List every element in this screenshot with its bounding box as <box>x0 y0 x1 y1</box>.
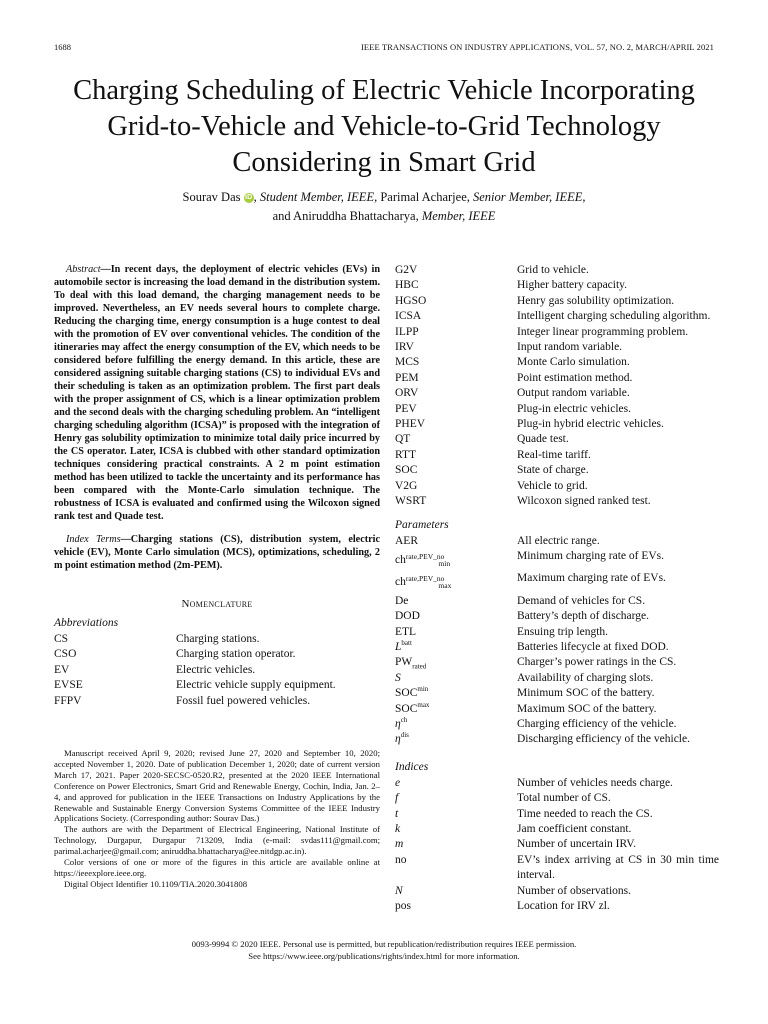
nomenclature-term: CSO <box>54 648 77 661</box>
nomenclature-definition: Higher battery capacity. <box>517 279 628 292</box>
nomenclature-row <box>395 776 719 791</box>
nomenclature-definition: Demand of vehicles for CS. <box>517 594 646 607</box>
nomenclature-row <box>395 402 719 417</box>
nomenclature-row <box>395 294 719 309</box>
nomenclature-term: QT <box>395 433 411 446</box>
nomenclature-term: k <box>395 823 401 835</box>
nomenclature-term: $PW_{rated}$ <box>395 656 427 671</box>
abstract <box>54 263 380 523</box>
nomenclature-term: FFPV <box>54 694 82 707</box>
nomenclature-row <box>395 340 719 355</box>
nomenclature-definition: Time needed to reach the CS. <box>517 807 653 820</box>
nomenclature-row <box>395 571 719 593</box>
author-list <box>40 188 728 226</box>
right-column <box>395 263 719 914</box>
nomenclature-term: pos <box>395 900 411 913</box>
nomenclature-row <box>395 325 719 340</box>
nomenclature-term: IRV <box>395 341 414 354</box>
abstract-lead: Abstract <box>66 264 101 275</box>
nomenclature-row <box>395 807 719 822</box>
nomenclature-row <box>395 386 719 401</box>
nomenclature-row <box>54 647 380 662</box>
index-terms-lead: Index Terms <box>66 534 121 545</box>
nomenclature-term: HGSO <box>395 294 427 307</box>
nomenclature-definition: Charging station operator. <box>176 648 296 661</box>
footnote-doi: Digital Object Identifier 10.1109/TIA.2020.3041808 <box>64 878 248 889</box>
nomenclature-term: DOD <box>395 610 420 623</box>
index-terms-text: —Charging stations (CS), distribution system, electric vehicle (EV), Monte Carlo simulation (MCS), optimizations, scheduling, 2 m point estimation method (2m-PEM). <box>54 534 380 571</box>
nomenclature-definition: Number of observations. <box>517 884 632 897</box>
parameters-list <box>395 534 719 748</box>
nomenclature-term: $ch^{rate,PEV\_no}_{max}$ <box>395 574 452 591</box>
nomenclature-definition: Grid to vehicle. <box>517 264 589 276</box>
nomenclature-term: EV <box>54 663 70 676</box>
nomenclature-definition: Integer linear programming problem. <box>517 325 689 338</box>
nomenclature-term: MCS <box>395 356 420 369</box>
nomenclature-definition: Minimum SOC of the battery. <box>517 687 655 700</box>
nomenclature-term: N <box>395 884 403 897</box>
nomenclature-row <box>395 837 719 852</box>
nomenclature-definition: Point estimation method. <box>517 371 633 384</box>
abbreviations-label: Abbreviations <box>54 617 119 629</box>
nomenclature-term: $\eta^{dis}$ <box>395 731 409 746</box>
nomenclature-term: $SOC^{min}$ <box>395 685 429 700</box>
nomenclature-definition: Output random variable. <box>517 387 630 400</box>
nomenclature-row <box>395 494 719 509</box>
nomenclature-term: G2V <box>395 264 418 276</box>
nomenclature-term: RTT <box>395 448 417 461</box>
author-3-role: Member, IEEE <box>418 209 496 223</box>
nomenclature-term: f <box>395 792 399 805</box>
nomenclature-term: CS <box>54 633 69 645</box>
nomenclature-definition: Total number of CS. <box>517 792 611 805</box>
nomenclature-row <box>395 263 719 278</box>
nomenclature-term: WSRT <box>395 495 427 508</box>
footnote-affiliation: The authors are with the Department of Electrical Engineering, National Institute of Technology, Durgapur, Durgapur 713209, India (e-mail: svdas111@gmail.com; parimal.acharjee@gmail.com; aniruddha.bhattacharya@ee.nitdgp.ac.in). <box>54 824 380 857</box>
footnote-manuscript: Manuscript received April 9, 2020; revised June 27, 2020 and September 10, 2020; accepted November 1, 2020. Date of publication December 1, 2020; date of current version March 17, 2021. Paper 2020-SECSC-0520.R2, presented at the 2020 IEEE International Conference on Power Electronics, Smart Grid and Renewable Energy, Cochin, India, Jan. 2–4, and approved for publication in the IEEE Transactions on Industry Applications by the Renewable and Sustainable Energy Conversion Systems Committee of the IEEE Industry Applications Society. (Corresponding author: Sourav Das.) <box>54 748 380 824</box>
nomenclature-definition: Number of vehicles needs charge. <box>517 776 673 789</box>
nomenclature-row <box>395 432 719 447</box>
nomenclature-row <box>395 625 719 640</box>
nomenclature-definition: Fossil fuel powered vehicles. <box>176 694 311 707</box>
nomenclature-term: $L^{batt}$ <box>395 639 412 653</box>
nomenclature-definition: Maximum SOC of the battery. <box>517 702 657 715</box>
nomenclature-row <box>395 732 719 747</box>
nomenclature-term: $ch^{rate,PEV\_no}_{min}$ <box>395 551 451 568</box>
left-abbreviations-list <box>54 632 380 709</box>
nomenclature-definition: Real-time tariff. <box>517 448 591 461</box>
nomenclature-term: $\eta^{ch}$ <box>395 716 408 730</box>
nomenclature-row <box>395 655 719 670</box>
nomenclature-definition: Batteries lifecycle at fixed DOD. <box>517 640 669 653</box>
nomenclature-term: m <box>395 838 404 851</box>
nomenclature-term: ETL <box>395 625 417 638</box>
abstract-text: —In recent days, the deployment of electric vehicles (EVs) in automobile sector is increasing the load demand in the distribution system. To deal with this load demand, the charging management needs to be improved. Nevertheless, an EV needs several hours to complete charge. Reducing the charging time, energy consumption is a huge contest to deal with the promotion of EV over conventional vehicles. The condition of the itineraries may affect the energy consumption of the EV, which needs to be considered before fulfilling the energy demand. In this article, these are considered assigning suitable charging stations (CS) to individual EVs and their scheduling is taken as an optimization problem. The first part deals with the proper assignment of CS, which is a linear optimization problem and the second deals with the charging scheduling problem. An “intelligent charging scheduling algorithm (ICSA)” is proposed with the integration of Henry gas solubility optimization to minimize total daily price incurred by the CS operator. Later, ICSA is clubbed with other standard optimization techniques considering practical constraints. A 2 m point estimation method has been utilized to tackle the uncertainty and its performance has been compared with the Monte-Carlo simulation technique. The robustness of ICSA is evaluated and confirmed using the Wilcoxon signed rank test and Quade test. <box>54 264 380 522</box>
nomenclature-term: EVSE <box>54 679 83 692</box>
paper-title: Charging Scheduling of Electric Vehicle Incorporating Grid-to-Vehicle and Vehicle-to-Grid Technology Considering in Smart Grid <box>73 75 695 178</box>
nomenclature-definition: Intelligent charging scheduling algorithm. <box>517 310 711 323</box>
nomenclature-row <box>54 632 380 647</box>
indices-list <box>395 776 719 915</box>
nomenclature-term: no <box>395 853 407 866</box>
nomenclature-term: ORV <box>395 387 419 400</box>
nomenclature-row <box>395 534 719 549</box>
nomenclature-term: ICSA <box>395 310 422 323</box>
nomenclature-definition: Charger’s power ratings in the CS. <box>517 656 677 669</box>
nomenclature-heading: Nomenclature <box>181 598 253 610</box>
nomenclature-row <box>395 717 719 732</box>
nomenclature-term: t <box>395 807 399 820</box>
nomenclature-definition: EV’s index arriving at CS in 30 min time interval. <box>517 853 719 882</box>
parameters-label: Parameters <box>395 518 449 531</box>
nomenclature-definition: Availability of charging slots. <box>517 671 654 684</box>
nomenclature-row <box>395 702 719 717</box>
nomenclature-row <box>395 278 719 293</box>
nomenclature-row <box>395 671 719 686</box>
nomenclature-row <box>395 609 719 624</box>
copyright-notice <box>0 938 768 962</box>
nomenclature-row <box>54 694 380 709</box>
nomenclature-definition: Plug-in hybrid electric vehicles. <box>517 418 664 431</box>
nomenclature-row <box>395 371 719 386</box>
author-1-role: , Student Member, IEEE, <box>253 190 378 204</box>
nomenclature-term: V2G <box>395 479 418 492</box>
nomenclature-definition: Charging efficiency of the vehicle. <box>517 717 677 730</box>
running-header: IEEE TRANSACTIONS ON INDUSTRY APPLICATIONS, VOL. 57, NO. 2, MARCH/APRIL 2021 <box>360 42 714 52</box>
nomenclature-row <box>395 355 719 370</box>
nomenclature-definition: Maximum charging rate of EVs. <box>517 572 666 585</box>
index-terms <box>54 533 380 572</box>
nomenclature-definition: Jam coefficient constant. <box>517 823 632 835</box>
nomenclature-row <box>395 791 719 806</box>
author-2-role: Senior Member, IEEE, <box>469 190 586 204</box>
nomenclature-term: De <box>395 594 409 607</box>
nomenclature-row <box>395 853 719 884</box>
nomenclature-definition: Location for IRV zl. <box>517 900 610 913</box>
author-2-name: Parimal Acharjee, <box>377 190 470 204</box>
nomenclature-row <box>395 594 719 609</box>
nomenclature-term: PHEV <box>395 418 426 431</box>
nomenclature-definition: Charging stations. <box>176 633 260 645</box>
page-number: 1688 <box>54 42 71 52</box>
copyright-line-2: See https://www.ieee.org/publications/rights/index.html for more information. <box>248 951 520 961</box>
nomenclature-row <box>395 884 719 899</box>
nomenclature-term: AER <box>395 534 418 547</box>
indices-label: Indices <box>395 760 429 773</box>
nomenclature-row <box>395 309 719 324</box>
nomenclature-definition: Quade test. <box>517 433 569 446</box>
nomenclature-row <box>395 822 719 837</box>
nomenclature-definition: Number of uncertain IRV. <box>517 838 636 851</box>
nomenclature-definition: Henry gas solubility optimization. <box>517 294 675 307</box>
nomenclature-definition: Input random variable. <box>517 341 623 354</box>
nomenclature-definition: Minimum charging rate of EVs. <box>517 549 665 562</box>
orcid-icon[interactable]: iD <box>245 194 253 201</box>
nomenclature-term: SOC <box>395 464 418 477</box>
right-abbreviations-list <box>395 263 719 510</box>
nomenclature-definition: Discharging efficiency of the vehicle. <box>517 733 690 746</box>
nomenclature-row <box>395 686 719 701</box>
left-column <box>54 263 380 709</box>
footnotes <box>54 748 380 890</box>
nomenclature-row <box>395 463 719 478</box>
nomenclature-term: $SOC^{max}$ <box>395 700 430 715</box>
nomenclature-term: S <box>395 671 401 684</box>
nomenclature-definition: Wilcoxon signed ranked test. <box>517 495 651 508</box>
nomenclature-definition: Battery’s depth of discharge. <box>517 610 650 623</box>
author-3-name: and Aniruddha Bhattacharya, <box>272 209 419 223</box>
nomenclature-term: e <box>395 776 401 789</box>
nomenclature-term: PEV <box>395 402 417 415</box>
nomenclature-definition: All electric range. <box>517 534 600 547</box>
nomenclature-term: ILPP <box>395 325 419 338</box>
footnote-color: Color versions of one or more of the figures in this article are available online at https://ieeexplore.ieee.org. <box>54 857 380 878</box>
nomenclature-definition: State of charge. <box>517 464 589 477</box>
nomenclature-term: HBC <box>395 279 419 292</box>
nomenclature-definition: Electric vehicles. <box>176 663 256 676</box>
nomenclature-term: PEM <box>395 371 419 384</box>
nomenclature-definition: Plug-in electric vehicles. <box>517 402 632 415</box>
author-1-name: Sourav Das <box>182 190 241 204</box>
nomenclature-definition: Vehicle to grid. <box>517 479 588 492</box>
nomenclature-row <box>395 899 719 914</box>
nomenclature-row <box>54 663 380 678</box>
nomenclature-definition: Electric vehicle supply equipment. <box>176 679 336 692</box>
copyright-line-1: 0093-9994 © 2020 IEEE. Personal use is permitted, but republication/redistribution requires IEEE permission. <box>191 939 577 949</box>
nomenclature-row <box>395 448 719 463</box>
nomenclature-definition: Ensuing trip length. <box>517 625 609 638</box>
nomenclature-row <box>54 678 380 693</box>
nomenclature-definition: Monte Carlo simulation. <box>517 356 630 369</box>
nomenclature-row <box>395 640 719 655</box>
nomenclature-row <box>395 417 719 432</box>
nomenclature-row <box>395 549 719 571</box>
nomenclature-row <box>395 479 719 494</box>
